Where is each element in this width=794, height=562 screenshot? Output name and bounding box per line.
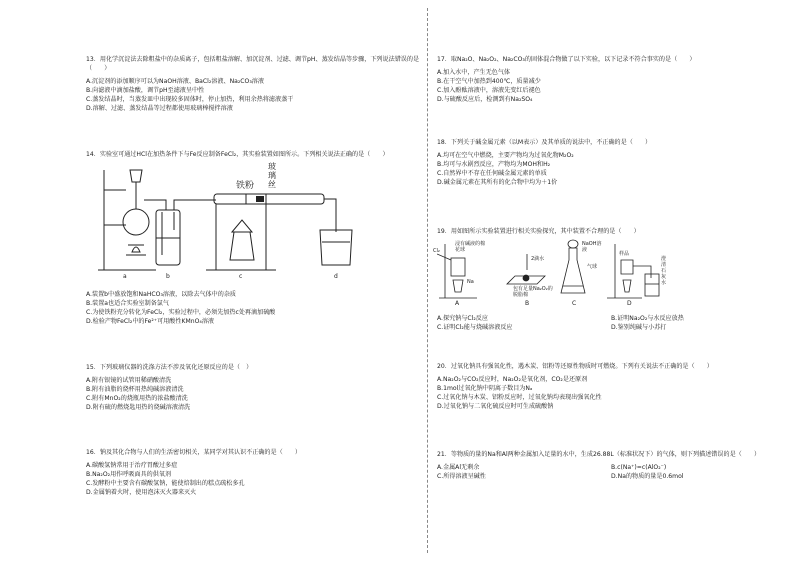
question-18-stem: 18．下列关于碱金属元素（以M表示）及其单质的说法中，不正确的是（ ） xyxy=(437,139,652,146)
figure-text-sample: 样品 xyxy=(619,251,630,257)
question-17-option-d: D.与硫酸反应后，检测到有Na₂SO₄ xyxy=(437,96,533,103)
question-18-option-c: C.自然界中不存在任何碱金属元素的单质 xyxy=(437,170,547,177)
question-14-option-d: D.检验产物FeCl₂中的Fe²⁺可用酸性KMnO₄溶液 xyxy=(86,318,215,325)
question-14-stem: 14．实验室可通过HCl在加热条件下与Fe反应制备FeCl₂，其实验装置如图所示。下列相关说法正确的是（ ） xyxy=(86,151,389,158)
question-15-option-a: A.附有银镜的试管用稀硝酸清洗 xyxy=(86,377,172,384)
question-19-option-a: A.探究钠与Cl₂反应 xyxy=(437,315,488,322)
question-20-option-a: A.Na₂O₂与CO₂反应时，Na₂O₂是氧化剂，CO₂是还原剂 xyxy=(437,376,588,383)
question-17-option-c: C.加入酚酞溶液中，溶液先变红后褪色 xyxy=(437,87,541,94)
question-16-stem: 16．钠及其化合物与人们的生活密切相关，某同学对其认识不正确的是（ ） xyxy=(86,449,301,456)
figure-text-naoh: NaOH溶液 xyxy=(582,241,602,253)
figure-text-iron-powder: 铁粉 xyxy=(236,181,255,191)
question-20-stem: 20．过氧化钠具有强氧化性，遇木炭、铝粉等还原性物质时可燃烧。下列有关说法不正确的是（ ） xyxy=(437,363,713,370)
figure-text-balloon: 气球 xyxy=(587,264,598,270)
question-14-options xyxy=(86,290,422,326)
question-14-apparatus-figure xyxy=(96,160,396,282)
question-16-option-a: A.碳酸氢钠常用于治疗胃酸过多症 xyxy=(86,462,178,469)
figure-label-A: A xyxy=(455,300,460,307)
question-17-option-a: A.加入水中，产生无色气体 xyxy=(437,69,511,76)
apparatus-drawing xyxy=(96,160,396,282)
question-19-option-c: C.证明Cl₂能与烧碱溶液反应 xyxy=(437,324,513,331)
figure-label-d: d xyxy=(334,273,338,280)
figure-text-water: 2滴水 xyxy=(531,256,545,262)
figure-text-cl2: Cl₂ xyxy=(433,248,440,254)
figure-label-c: c xyxy=(239,273,243,280)
question-15-option-b: B.附有油脂的烧杯用热纯碱溶液清洗 xyxy=(86,386,184,393)
column-divider xyxy=(427,8,428,553)
question-20 xyxy=(437,362,777,411)
question-20-option-c: C.过氧化钠与木炭、铝粉反应时，过氧化钠均表现出强氧化性 xyxy=(437,394,602,401)
question-20-option-b: B.1mol过氧化钠中阴离子数目为Nₐ xyxy=(437,385,533,392)
question-19-stem: 19．用如图所示实验装置进行相关实验探究，其中装置不合理的是（ ） xyxy=(437,228,640,235)
question-19-option-b: B.证明Na₂O₂与水反应放热 xyxy=(611,315,684,322)
figure-label-B: B xyxy=(525,300,530,307)
question-19-figure xyxy=(433,238,667,308)
question-15-option-d: D.附有硫的燃烧匙用热的烧碱溶液清洗 xyxy=(86,404,191,411)
question-16-option-d: D.金属钠着火时，使用泡沫灭火器来灭火 xyxy=(86,489,197,496)
question-20-option-d: D.过氧化钠与二氧化硫反应时可生成硫酸钠 xyxy=(437,403,554,410)
question-18-option-d: D.碱金属元素在其所有的化合物中均为＋1价 xyxy=(437,179,558,186)
question-18 xyxy=(437,138,777,187)
figure-text-limewater: 澄清石灰水 xyxy=(661,256,667,286)
question-19 xyxy=(437,227,777,236)
question-16-option-c: C.发酵粉中主要含有碳酸氢钠，能使焙制出的糕点疏松多孔 xyxy=(86,480,245,487)
figure-label-b: b xyxy=(166,273,170,280)
question-14 xyxy=(86,150,422,159)
question-13-option-b: B.向滤液中滴加盐酸，调节pH至滤液呈中性 xyxy=(86,87,205,94)
question-21-option-b: B.c(Na⁺)=c(AlO₂⁻) xyxy=(611,464,667,471)
figure-text-cotton: 浸有碱液的棉花球 xyxy=(455,241,486,253)
question-17-option-b: B.在干空气中加热到400℃，质量减少 xyxy=(437,78,541,85)
question-19-options xyxy=(437,314,777,332)
question-21-option-c: C.所得溶液呈碱性 xyxy=(437,473,486,480)
question-21-option-d: D.Na的物质的量是0.6mol xyxy=(611,473,684,480)
question-15-option-c: C.附有MnO₂的烧瓶用热的浓盐酸清洗 xyxy=(86,395,188,402)
figure-text-glass-wool: 玻璃丝 xyxy=(268,162,276,189)
question-18-option-a: A.均可在空气中燃烧，主要产物均为过氧化物M₂O₂ xyxy=(437,152,574,159)
question-18-option-b: B.均可与水剧烈反应，产物均为MOH和H₂ xyxy=(437,161,551,168)
figure-label-a: a xyxy=(123,273,127,280)
question-17 xyxy=(437,55,777,104)
question-14-option-a: A.装置b中盛放饱和NaHCO₃溶液，以除去气体中的杂质 xyxy=(86,291,237,298)
question-13 xyxy=(86,55,422,113)
question-13-option-d: D.溶解、过滤、蒸发结晶等过程都使用玻璃棒搅拌溶液 xyxy=(86,105,233,112)
question-15-stem: 15．下列玻璃仪器的洗涤方法不涉及氧化还原反应的是（ ） xyxy=(86,364,253,371)
question-13-option-c: C.蒸发结晶时，当蒸发皿中出现较多固体时，停止加热，利用余热将滤液蒸干 xyxy=(86,96,294,103)
question-21-option-a: A.金属Al无剩余 xyxy=(437,464,480,471)
figure-label-C: C xyxy=(572,300,577,307)
question-16-option-b: B.Na₂O₂用作呼吸面具的供氧剂 xyxy=(86,471,172,478)
question-13-stem: 13．用化学沉淀法去除粗盐中的杂质离子，包括粗盐溶解、加沉淀剂、过滤、调节pH、蒸发结晶等步骤，下列说法错误的是（ ） xyxy=(86,56,420,72)
question-15 xyxy=(86,363,422,412)
question-14-option-b: B.装置a也适合实验室制备氯气 xyxy=(86,300,169,307)
figure-label-D: D xyxy=(627,300,632,307)
question-13-option-a: A.沉淀剂的添加顺序可以为NaOH溶液、BaCl₂溶液、Na₂CO₃溶液 xyxy=(86,78,264,85)
question-21-stem: 21．等物质的量的Na和Al两种金属加入足量的水中，生成26.88L（标准状况下）的气体，则下列描述错误的是（ ） xyxy=(437,451,761,458)
question-17-stem: 17．取Na₂O、Na₂O₂、Na₂CO₃的固体混合物做了以下实验，以下记录不符合事实的是（ ） xyxy=(437,56,696,63)
question-21 xyxy=(437,450,777,481)
question-19-option-d: D.鉴别纯碱与小苏打 xyxy=(611,324,667,331)
question-14-option-c: C.为使铁粉充分转化为FeCl₂，实验过程中，必须先加热c处再滴加硫酸 xyxy=(86,309,276,316)
figure-text-na: Na xyxy=(467,279,474,285)
figure-text-cotton-na2o2: 包有足量Na₂O₂的脱脂棉 xyxy=(513,286,553,298)
question-16 xyxy=(86,448,422,497)
